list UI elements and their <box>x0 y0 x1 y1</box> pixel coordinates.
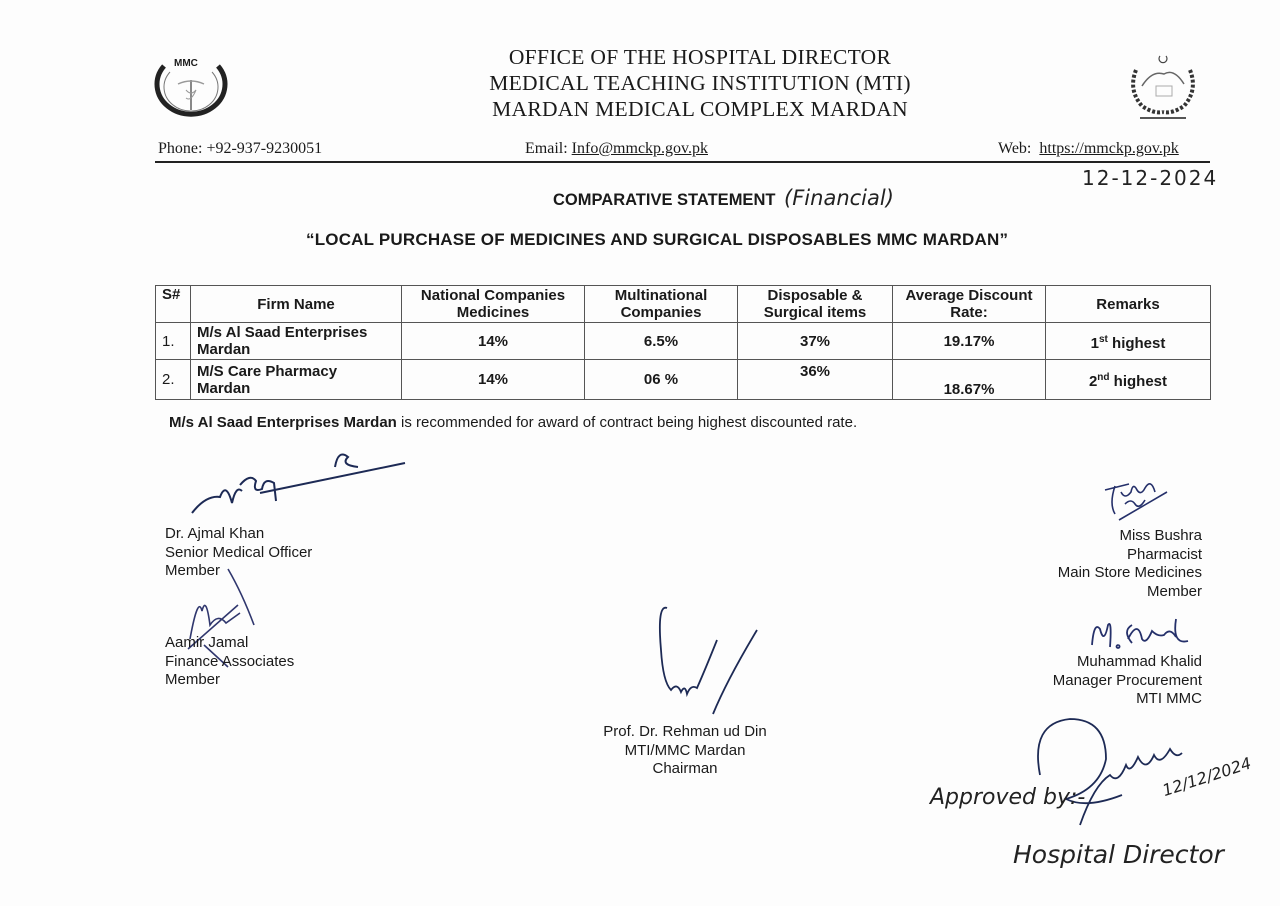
approved-by-label: Approved by:- <box>930 785 1086 810</box>
header-multinational <box>585 286 738 323</box>
row-multinational: 06 % <box>585 360 738 400</box>
approval-date: 12/12/2024 <box>1160 753 1254 801</box>
firm-line1: M/S Care Pharmacy <box>197 362 338 380</box>
row-multinational: 6.5% <box>585 323 738 360</box>
handwritten-financial-note: (Financial) <box>784 186 894 210</box>
office-title <box>440 44 960 122</box>
signatory-role: Member <box>165 562 221 579</box>
signatory-title: Senior Medical Officer <box>165 543 313 561</box>
header-multi-line1: Multinational <box>614 287 708 304</box>
table-row <box>156 360 1211 400</box>
title-line-1: OFFICE OF THE HOSPITAL DIRECTOR <box>508 45 892 69</box>
signatory-bushra <box>1000 527 1202 601</box>
row-remarks <box>1046 323 1211 360</box>
remark-num: 2 <box>1088 373 1098 390</box>
signatory-title: Finance Associates <box>165 652 295 670</box>
phone-number: +92-937-9230051 <box>206 140 323 157</box>
signatory-title: Pharmacist <box>1126 545 1202 563</box>
comparative-table <box>155 285 1211 400</box>
statement-heading-text: COMPARATIVE STATEMENT <box>553 191 776 209</box>
web-link[interactable]: https://mmckp.gov.pk <box>1039 140 1179 157</box>
phone-info <box>158 140 322 158</box>
wreath-emblem-icon <box>1122 50 1204 122</box>
signatory-name: Muhammad Khalid <box>1076 653 1202 670</box>
row-sn: 2. <box>156 360 191 400</box>
recommendation-text <box>169 414 857 431</box>
email-label: Email: <box>525 140 568 157</box>
approver-title: Hospital Director <box>1013 840 1224 869</box>
signatory-title: Manager Procurement <box>1052 671 1202 689</box>
row-disposable: 37% <box>738 323 893 360</box>
firm-line2: Mardan <box>197 379 251 397</box>
header-average <box>893 286 1046 323</box>
signatory-dept: Main Store Medicines <box>1057 564 1202 581</box>
table-row <box>156 323 1211 360</box>
statement-heading <box>553 186 894 210</box>
header-firm-name: Firm Name <box>191 286 402 323</box>
row-national: 14% <box>402 360 585 400</box>
header-national-line1: National Companies <box>420 287 566 304</box>
signatory-role: Member <box>1146 582 1202 600</box>
header-disp-line1: Disposable & <box>767 287 863 304</box>
firm-line1: M/s Al Saad Enterprises <box>197 324 368 341</box>
row-average: 18.67% <box>893 360 1046 400</box>
header-divider <box>155 161 1210 163</box>
title-line-3: MARDAN MEDICAL COMPLEX MARDAN <box>492 97 908 121</box>
row-disposable: 36% <box>738 360 893 400</box>
signatory-role: Member <box>165 671 221 688</box>
remark-text: highest <box>1109 373 1168 390</box>
signatory-name: Miss Bushra <box>1119 527 1202 544</box>
signature-bushra-icon <box>1095 470 1175 525</box>
row-firm <box>191 360 402 400</box>
remark-sup: st <box>1098 333 1108 345</box>
signatory-ajmal-khan <box>165 525 312 581</box>
title-line-2: MEDICAL TEACHING INSTITUTION (MTI) <box>489 71 911 95</box>
signatory-dept: MTI MMC <box>1136 690 1202 707</box>
signature-muhammad-khalid-icon <box>1088 615 1203 655</box>
header-disposable <box>738 286 893 323</box>
header-remarks: Remarks <box>1046 286 1211 323</box>
recommendation-body: is recommended for award of contract being highest discounted rate. <box>396 414 858 431</box>
header-avg-line2: Rate: <box>950 304 988 321</box>
signature-ajmal-khan-icon <box>190 445 420 520</box>
document-subtitle: “LOCAL PURCHASE OF MEDICINES AND SURGICAL DISPOSABLES MMC MARDAN” <box>306 230 1009 249</box>
header-sn: S# <box>156 286 191 323</box>
government-emblem <box>1122 50 1204 122</box>
signatory-name: Aamir Jamal <box>165 634 249 651</box>
remark-sup: nd <box>1097 372 1110 383</box>
header-national-line2: Medicines <box>456 304 530 321</box>
handwritten-date: 12-12-2024 <box>1082 166 1219 190</box>
recommended-firm: M/s Al Saad Enterprises Mardan <box>169 414 397 431</box>
row-national: 14% <box>402 323 585 360</box>
logo-text: MMC <box>174 58 198 69</box>
header-multi-line2: Companies <box>620 304 702 321</box>
firm-line2: Mardan <box>197 341 251 358</box>
remark-text: highest <box>1107 334 1166 352</box>
signatory-name: Prof. Dr. Rehman ud Din <box>603 723 767 740</box>
remark-num: 1 <box>1090 334 1099 352</box>
phone-label: Phone: <box>158 140 203 157</box>
signatory-role: Chairman <box>652 760 718 777</box>
signatory-muhammad-khalid <box>1000 653 1202 709</box>
web-label: Web: <box>998 140 1032 157</box>
row-sn: 1. <box>156 323 191 360</box>
web-info <box>998 140 1179 158</box>
email-info <box>525 140 708 158</box>
signatory-name: Dr. Ajmal Khan <box>165 525 265 542</box>
header-disp-line2: Surgical items <box>763 304 867 321</box>
table-header-row <box>156 286 1211 323</box>
signatory-title: MTI/MMC Mardan <box>624 741 746 759</box>
row-firm <box>191 323 402 360</box>
signatory-aamir-jamal <box>165 634 294 690</box>
row-average: 19.17% <box>893 323 1046 360</box>
email-link[interactable]: Info@mmckp.gov.pk <box>571 140 708 157</box>
header-avg-line1: Average Discount <box>905 287 1033 304</box>
row-remarks <box>1046 360 1211 400</box>
header-national <box>402 286 585 323</box>
mmc-logo <box>152 52 230 122</box>
signatory-rehman-ud-din <box>560 723 810 779</box>
signature-rehman-ud-din-icon <box>655 600 765 715</box>
